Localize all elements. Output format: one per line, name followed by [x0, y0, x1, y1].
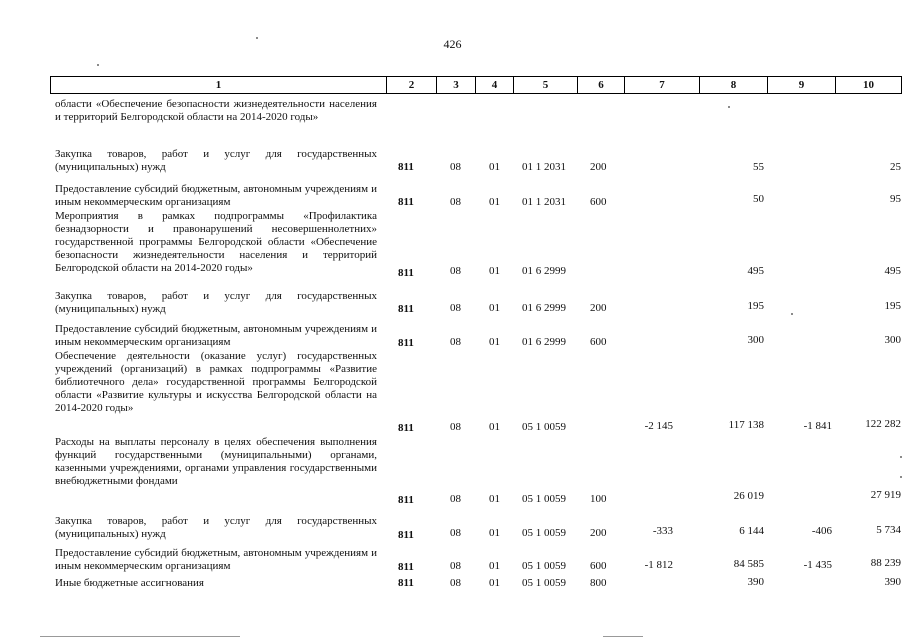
- col-3-value: 08: [450, 560, 461, 572]
- col-8-value: 50: [753, 193, 764, 205]
- row-description: Расходы на выплаты персоналу в целях обеспечения выполнения функций государственными (муниципальными) органами, казенными учреждениями, органами управления государственными внебюджетными фондами: [55, 436, 377, 487]
- col-10-value: 5 734: [876, 524, 901, 536]
- col-3-value: 08: [450, 265, 461, 277]
- row-description: Предоставление субсидий бюджетным, автономным учреждениям и иным некоммерческим организациям: [55, 183, 377, 208]
- header-col-4: 4: [491, 79, 498, 91]
- col-3-value: 08: [450, 421, 461, 433]
- col-10-value: 27 919: [870, 489, 901, 501]
- row-description: Предоставление субсидий бюджетным, автономным учреждениям и иным некоммерческим организациям: [55, 323, 377, 348]
- col-2-value: 811: [398, 577, 414, 589]
- col-10-value: 495: [884, 265, 901, 277]
- col-4-value: 01: [489, 577, 500, 589]
- header-col-8: 8: [730, 79, 737, 91]
- col-7-value: -2 145: [644, 420, 673, 432]
- col-5-value: 05 1 0059: [522, 421, 566, 433]
- header-col-9: 9: [798, 79, 805, 91]
- col-9-value: -1 435: [803, 559, 832, 571]
- row-description: Предоставление субсидий бюджетным, автономным учреждениям и иным некоммерческим организациям: [55, 547, 377, 572]
- col-5-value: 01 6 2999: [522, 302, 566, 314]
- col-6-value: 600: [590, 336, 607, 348]
- col-3-value: 08: [450, 336, 461, 348]
- col-5-value: 05 1 0059: [522, 493, 566, 505]
- scan-edge-line: [40, 636, 240, 637]
- scan-speck: [97, 64, 99, 66]
- col-2-value: 811: [398, 196, 414, 208]
- col-4-value: 01: [489, 302, 500, 314]
- header-col-1: 1: [215, 79, 222, 91]
- row-description: Иные бюджетные ассигнования: [55, 577, 204, 589]
- col-8-value: 84 585: [733, 558, 764, 570]
- header-col-2: 2: [408, 79, 415, 91]
- col-10-value: 25: [890, 161, 901, 173]
- col-4-value: 01: [489, 161, 500, 173]
- col-10-value: 88 239: [870, 557, 901, 569]
- row-description: области «Обеспечение безопасности жизнедеятельности населения и территорий Белгородской области на 2014-2020 годы»: [55, 98, 377, 123]
- col-4-value: 01: [489, 560, 500, 572]
- col-10-value: 122 282: [865, 418, 901, 430]
- col-2-value: 811: [398, 561, 414, 573]
- col-7-value: -1 812: [644, 559, 673, 571]
- row-description: Закупка товаров, работ и услуг для государственных (муниципальных) нужд: [55, 148, 377, 173]
- col-5-value: 05 1 0059: [522, 560, 566, 572]
- col-3-value: 08: [450, 161, 461, 173]
- header-col-10: 10: [863, 79, 874, 91]
- scan-edge-line: [603, 636, 643, 637]
- col-2-value: 811: [398, 303, 414, 315]
- col-5-value: 01 6 2999: [522, 336, 566, 348]
- col-8-value: 300: [747, 334, 764, 346]
- header-col-5: 5: [542, 79, 549, 91]
- table-header: [50, 76, 902, 94]
- col-4-value: 01: [489, 265, 500, 277]
- col-4-value: 01: [489, 493, 500, 505]
- col-8-value: 495: [747, 265, 764, 277]
- col-2-value: 811: [398, 422, 414, 434]
- scan-speck: [900, 476, 902, 478]
- col-10-value: 195: [884, 300, 901, 312]
- scan-speck: [728, 106, 730, 108]
- col-3-value: 08: [450, 196, 461, 208]
- col-2-value: 811: [398, 337, 414, 349]
- col-6-value: 600: [590, 560, 607, 572]
- col-10-value: 300: [884, 334, 901, 346]
- col-10-value: 95: [890, 193, 901, 205]
- col-3-value: 08: [450, 493, 461, 505]
- col-10-value: 390: [884, 576, 901, 588]
- col-6-value: 200: [590, 527, 607, 539]
- col-5-value: 01 1 2031: [522, 196, 566, 208]
- col-4-value: 01: [489, 196, 500, 208]
- col-8-value: 390: [747, 576, 764, 588]
- col-8-value: 195: [747, 300, 764, 312]
- row-description: Закупка товаров, работ и услуг для государственных (муниципальных) нужд: [55, 515, 377, 540]
- col-5-value: 01 1 2031: [522, 161, 566, 173]
- col-7-value: -333: [652, 525, 673, 537]
- col-4-value: 01: [489, 527, 500, 539]
- col-8-value: 55: [753, 161, 764, 173]
- header-col-3: 3: [453, 79, 459, 91]
- page-number: 426: [443, 37, 462, 51]
- col-4-value: 01: [489, 336, 500, 348]
- col-6-value: 200: [590, 302, 607, 314]
- col-8-value: 26 019: [733, 490, 764, 502]
- col-2-value: 811: [398, 161, 414, 173]
- col-8-value: 117 138: [728, 419, 764, 431]
- col-2-value: 811: [398, 529, 414, 541]
- col-3-value: 08: [450, 527, 461, 539]
- col-4-value: 01: [489, 421, 500, 433]
- scan-speck: [791, 313, 793, 315]
- scan-speck: [900, 456, 902, 458]
- row-description: Обеспечение деятельности (оказание услуг) государственных учреждений (организаций) в рамках подпрограммы «Развитие библиотечного дела» государственной программы Белгородской области «Развитие культуры и искусства Белгородской области на 2014-2020 годы»: [55, 350, 377, 414]
- col-5-value: 05 1 0059: [522, 577, 566, 589]
- col-9-value: -1 841: [803, 420, 832, 432]
- col-3-value: 08: [450, 577, 461, 589]
- col-8-value: 6 144: [739, 525, 764, 537]
- row-description: Мероприятия в рамках подпрограммы «Профилактика безнадзорности и правонарушений несовершеннолетних» государственной программы Белгородской области «Обеспечение безопасности жизнедеятельности населения и территорий Белгородской области на 2014-2020 годы»: [55, 210, 377, 274]
- header-col-7: 7: [659, 79, 665, 91]
- col-5-value: 01 6 2999: [522, 265, 566, 277]
- col-6-value: 100: [590, 493, 607, 505]
- scan-speck: [256, 37, 258, 39]
- col-6-value: 600: [590, 196, 607, 208]
- col-9-value: -406: [811, 525, 832, 537]
- col-5-value: 05 1 0059: [522, 527, 566, 539]
- row-description: Закупка товаров, работ и услуг для государственных (муниципальных) нужд: [55, 290, 377, 315]
- col-6-value: 800: [590, 577, 607, 589]
- col-6-value: 200: [590, 161, 607, 173]
- header-col-6: 6: [598, 79, 604, 91]
- col-3-value: 08: [450, 302, 461, 314]
- col-2-value: 811: [398, 494, 414, 506]
- col-2-value: 811: [398, 267, 414, 279]
